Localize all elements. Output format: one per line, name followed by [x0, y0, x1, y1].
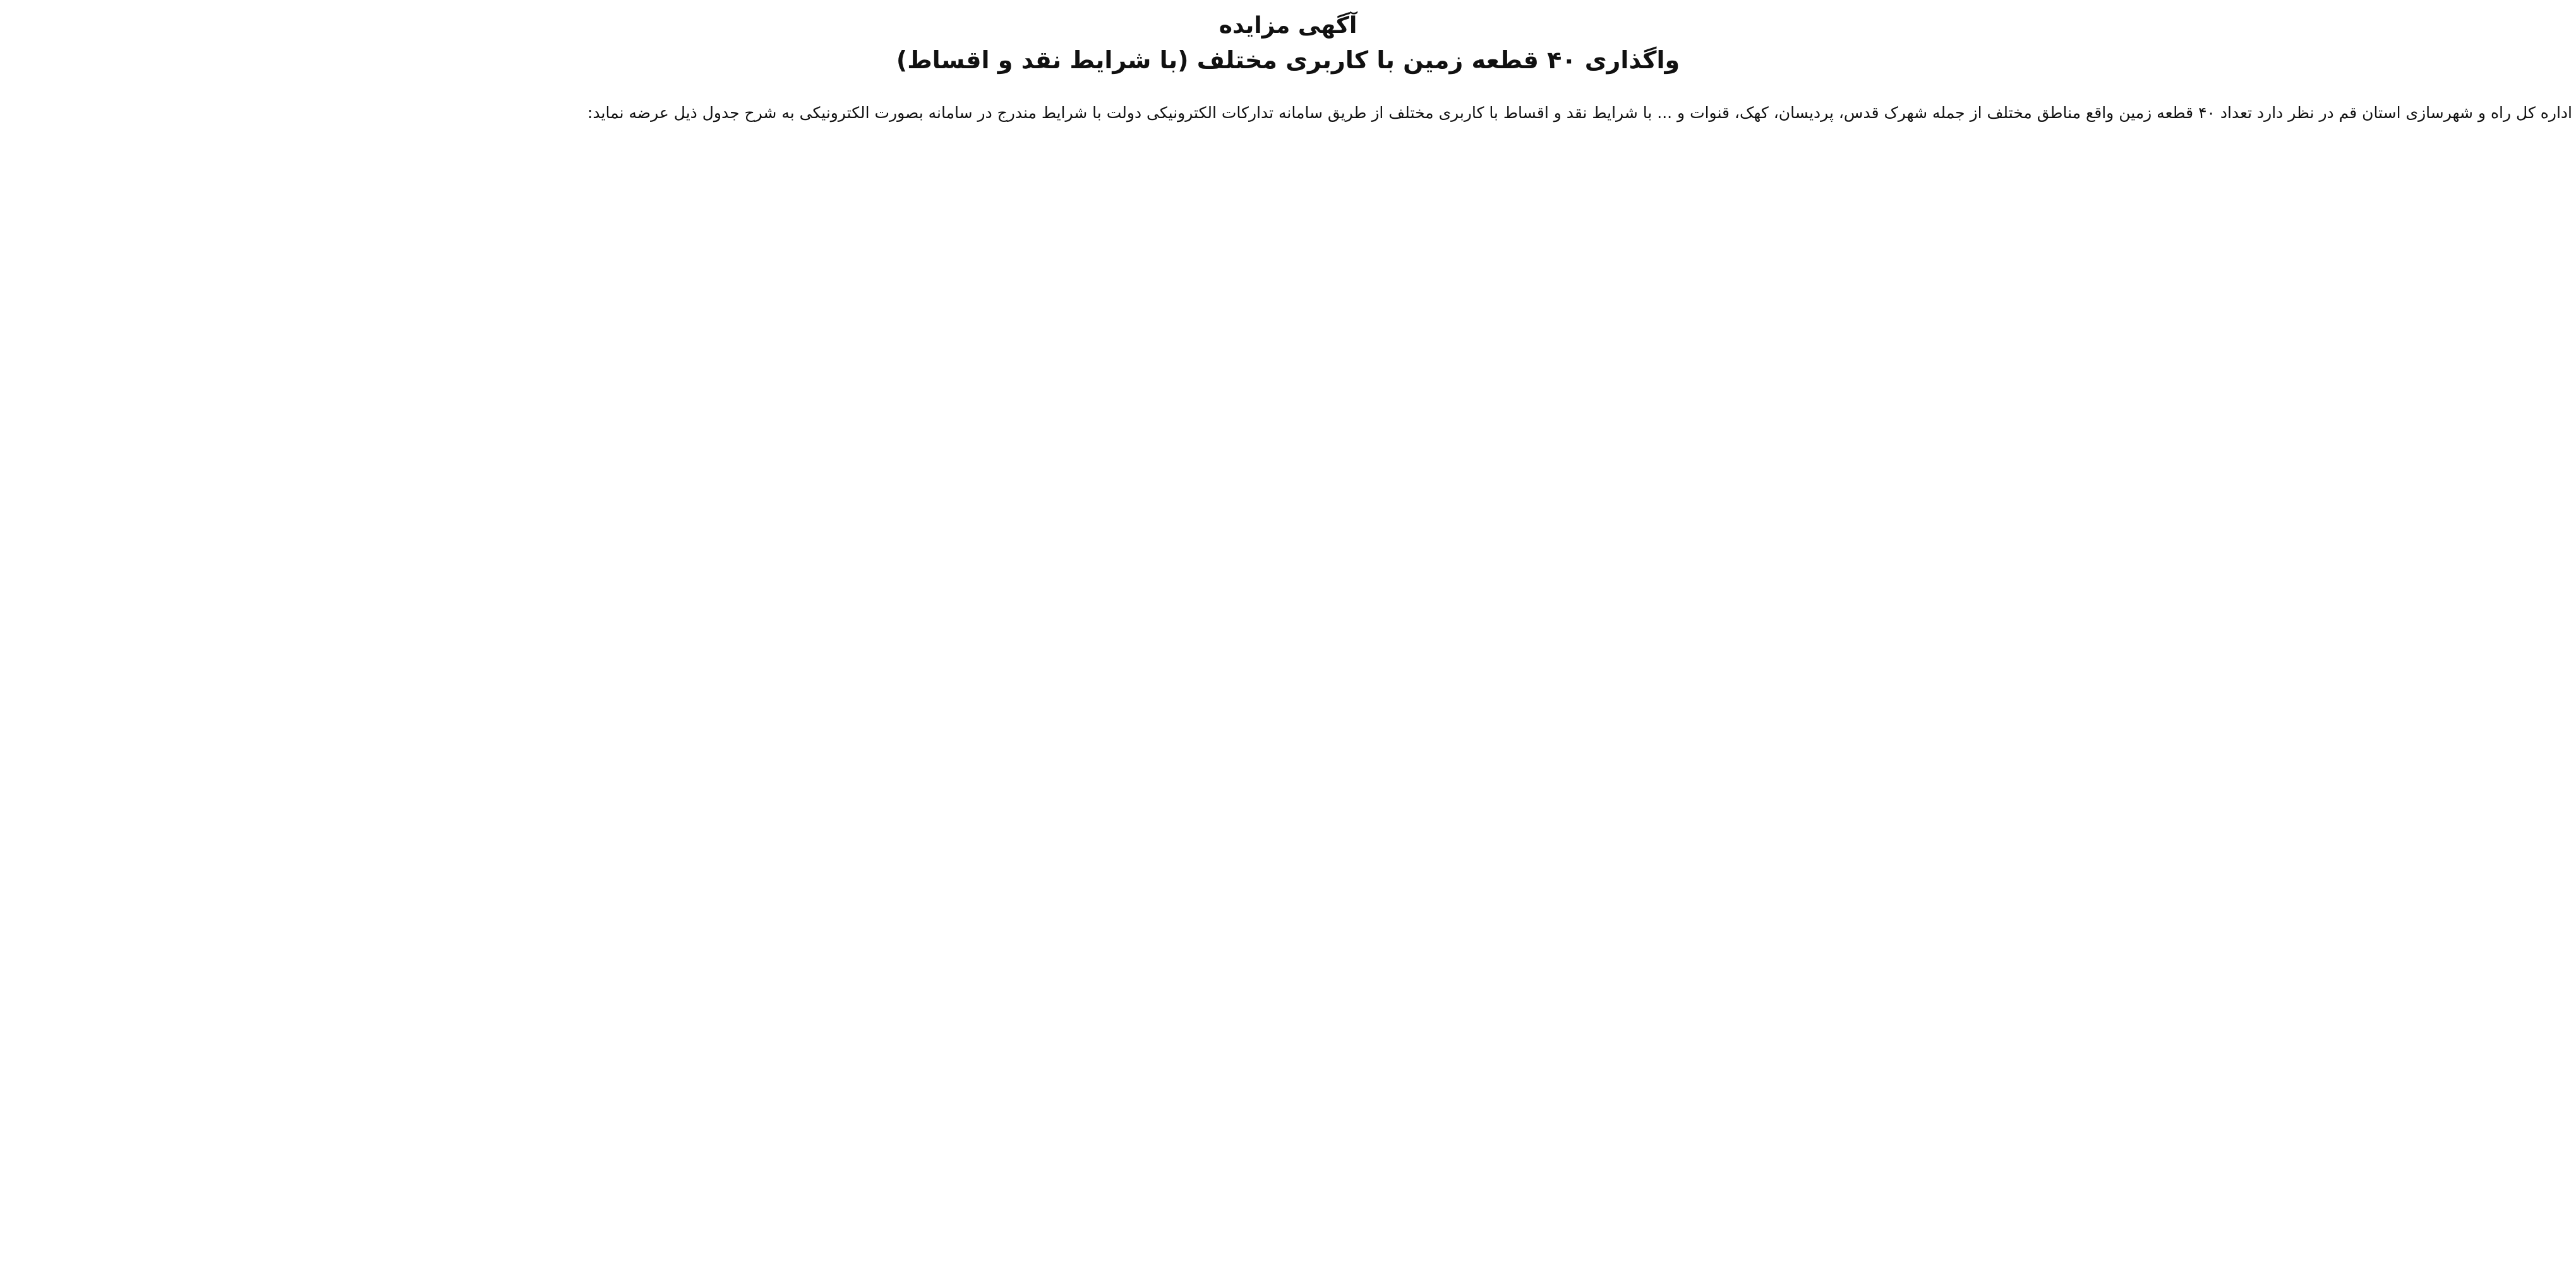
- right-column: [0, 0, 2576, 146]
- intro-text: اداره کل راه و شهرسازی استان قم در نظر دارد تعداد ۴۰ قطعه زمین واقع مناطق مختلف از جمله شهرک قدس، پردیسان، کهک، قنوات و ... با شرایط نقد و اقساط با کاربری مختلف از طریق سامانه تدارکات الکترونیکی دولت با شرایط مندرج در سامانه بصورت الکترونیکی به شرح جدول ذیل عرضه نماید:: [587, 104, 2572, 122]
- notice-title: آگهی مزایده: [1219, 13, 1357, 39]
- notice-subtitle: واگذاری ۴۰ قطعه زمین با کاربری مختلف (با شرایط نقد و اقساط): [896, 46, 1680, 74]
- notice-header: [0, 13, 2576, 74]
